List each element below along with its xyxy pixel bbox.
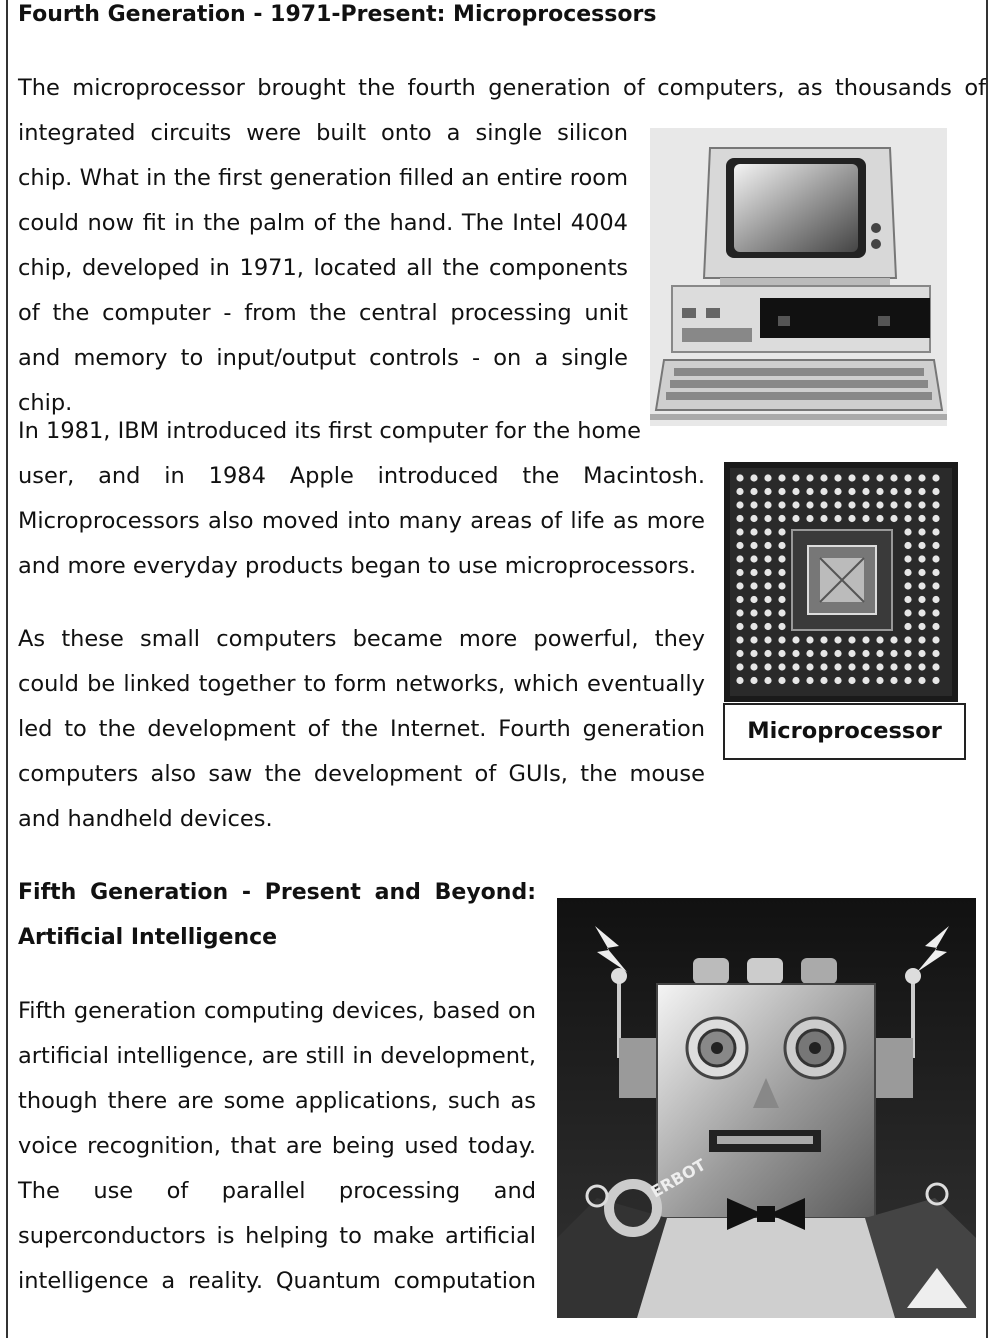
robot-illustration-icon bbox=[557, 898, 976, 1318]
fourth-gen-p3: As these small computers became more powerful, they could be linked together to form networks, which eventually led to the development of the Internet. Fourth generation computers also saw the development of GUIs, the mouse and handheld devices. bbox=[18, 626, 705, 832]
chip-pin bbox=[932, 488, 939, 495]
chip-pin bbox=[904, 501, 911, 508]
chip-pin bbox=[876, 501, 883, 508]
chip-pin bbox=[918, 542, 925, 549]
chip-pin bbox=[750, 650, 757, 657]
chip-pin bbox=[862, 515, 869, 522]
chip-pin bbox=[750, 555, 757, 562]
chip-pin bbox=[932, 650, 939, 657]
chip-pin bbox=[764, 582, 771, 589]
chip-pin bbox=[918, 677, 925, 684]
chip-pin bbox=[750, 623, 757, 630]
chip-pin bbox=[736, 542, 743, 549]
fifth-gen-p1: Fifth generation computing devices, based on artificial intelligence, are still in development, though there are some applications, such as voice recognition, that are being used today. The use of parallel processing and superconductors is helping to make artificial intelligence a reality. Quantum computation bbox=[18, 998, 536, 1294]
fourth-gen-p2-rest: user, and in 1984 Apple introduced the Macintosh. Microprocessors also moved into many areas of life as more and more everyday products began to use microprocessors. bbox=[18, 463, 705, 579]
fourth-gen-p1-line1: The microprocessor brought the fourth generation of computers, as thousands of bbox=[18, 75, 986, 101]
chip-pin bbox=[932, 542, 939, 549]
chip-pin bbox=[764, 636, 771, 643]
chip-pin bbox=[848, 650, 855, 657]
chip-pin bbox=[778, 609, 785, 616]
chip-pin bbox=[764, 677, 771, 684]
chip-pin bbox=[918, 596, 925, 603]
chip-pin bbox=[862, 501, 869, 508]
chip-pin bbox=[862, 650, 869, 657]
chip-pin bbox=[792, 474, 799, 481]
chip-pin bbox=[834, 501, 841, 508]
chip-pin bbox=[736, 650, 743, 657]
chip-pin bbox=[764, 488, 771, 495]
robot-logo-text: ERBOT bbox=[647, 1155, 709, 1202]
chip-pin bbox=[778, 663, 785, 670]
fifth-gen-heading-line1: Fifth Generation - Present and Beyond: bbox=[18, 880, 536, 905]
chip-pin bbox=[876, 636, 883, 643]
chip-pin bbox=[764, 569, 771, 576]
fourth-gen-p2-line1: In 1981, IBM introduced its first computer for the home bbox=[18, 418, 641, 444]
chip-pin bbox=[778, 636, 785, 643]
chip-pin bbox=[918, 582, 925, 589]
chip-pin bbox=[890, 474, 897, 481]
chip-pin bbox=[820, 650, 827, 657]
chip-pin bbox=[876, 474, 883, 481]
chip-pin bbox=[778, 528, 785, 535]
chip-pin bbox=[806, 663, 813, 670]
chip-pin bbox=[764, 515, 771, 522]
chip-pin bbox=[890, 636, 897, 643]
chip-pin bbox=[764, 542, 771, 549]
chip-pin bbox=[750, 569, 757, 576]
chip-pin bbox=[750, 488, 757, 495]
chip-pin bbox=[876, 650, 883, 657]
chip-pin bbox=[820, 488, 827, 495]
fourth-gen-p1-rest: integrated circuits were built onto a single silicon chip. What in the first generation filled an entire room could now fit in the palm of the hand. The Intel 4004 chip, developed in 1971, located all the components of the computer - from the central processing unit and memory to input/output controls - on a single chip. bbox=[18, 120, 628, 416]
chip-pin bbox=[806, 501, 813, 508]
chip-pin bbox=[764, 609, 771, 616]
chip-pin bbox=[778, 677, 785, 684]
chip-pin bbox=[750, 474, 757, 481]
fifth-gen-heading-line2: Artificial Intelligence bbox=[18, 925, 278, 950]
chip-pin bbox=[834, 488, 841, 495]
chip-pin bbox=[904, 636, 911, 643]
chip-pin bbox=[806, 677, 813, 684]
chip-pin bbox=[890, 677, 897, 684]
chip-pin bbox=[904, 677, 911, 684]
chip-pin bbox=[862, 663, 869, 670]
chip-pin bbox=[778, 542, 785, 549]
chip-pin bbox=[932, 636, 939, 643]
chip-pin bbox=[904, 609, 911, 616]
chip-pin bbox=[918, 555, 925, 562]
chip-pin bbox=[820, 515, 827, 522]
chip-pin bbox=[904, 555, 911, 562]
chip-pin bbox=[848, 677, 855, 684]
chip-pin bbox=[932, 501, 939, 508]
chip-pin bbox=[904, 663, 911, 670]
chip-pin bbox=[750, 515, 757, 522]
chip-pin bbox=[764, 596, 771, 603]
chip-pin bbox=[932, 528, 939, 535]
chip-pin bbox=[918, 501, 925, 508]
chip-pin bbox=[820, 677, 827, 684]
chip-pin bbox=[750, 582, 757, 589]
chip-pin bbox=[890, 663, 897, 670]
chip-pin bbox=[848, 663, 855, 670]
chip-pin bbox=[904, 528, 911, 535]
chip-pin bbox=[806, 650, 813, 657]
chip-pin bbox=[778, 582, 785, 589]
chip-pin bbox=[792, 677, 799, 684]
chip-pin bbox=[904, 474, 911, 481]
chip-pin bbox=[862, 488, 869, 495]
chip-pin bbox=[876, 663, 883, 670]
chip-pin bbox=[750, 528, 757, 535]
chip-pin bbox=[932, 623, 939, 630]
chip-pin bbox=[904, 650, 911, 657]
chip-pin bbox=[904, 582, 911, 589]
chip-pin bbox=[932, 596, 939, 603]
chip-pin bbox=[750, 636, 757, 643]
chip-pin bbox=[806, 515, 813, 522]
chip-pin bbox=[876, 488, 883, 495]
chip-pin bbox=[862, 636, 869, 643]
chip-pin bbox=[932, 582, 939, 589]
chip-pin bbox=[918, 650, 925, 657]
chip-pin bbox=[750, 663, 757, 670]
chip-pin bbox=[890, 488, 897, 495]
chip-pin bbox=[778, 555, 785, 562]
chip-pin bbox=[736, 528, 743, 535]
chip-pin bbox=[932, 515, 939, 522]
chip-pin bbox=[918, 488, 925, 495]
vintage-pc-icon bbox=[650, 128, 947, 426]
chip-pin bbox=[792, 515, 799, 522]
chip-pin bbox=[736, 677, 743, 684]
chip-pin bbox=[820, 474, 827, 481]
chip-pin bbox=[932, 569, 939, 576]
chip-pin bbox=[834, 474, 841, 481]
chip-pin bbox=[764, 555, 771, 562]
chip-pin bbox=[792, 488, 799, 495]
chip-pin bbox=[848, 515, 855, 522]
chip-pin bbox=[736, 596, 743, 603]
chip-pin bbox=[778, 596, 785, 603]
chip-pin bbox=[820, 663, 827, 670]
chip-pin bbox=[820, 501, 827, 508]
chip-pin bbox=[890, 650, 897, 657]
chip-pin bbox=[764, 663, 771, 670]
chip-pin bbox=[778, 569, 785, 576]
chip-pin bbox=[792, 501, 799, 508]
chip-pin bbox=[778, 501, 785, 508]
chip-pin bbox=[736, 636, 743, 643]
chip-pin bbox=[764, 501, 771, 508]
chip-pin bbox=[834, 636, 841, 643]
chip-pin bbox=[904, 596, 911, 603]
chip-pin bbox=[904, 569, 911, 576]
chip-pin bbox=[918, 609, 925, 616]
chip-pin bbox=[932, 474, 939, 481]
chip-pin bbox=[918, 528, 925, 535]
chip-pin bbox=[750, 609, 757, 616]
chip-pin bbox=[764, 650, 771, 657]
chip-pin bbox=[736, 609, 743, 616]
chip-pin bbox=[736, 623, 743, 630]
chip-pin bbox=[736, 474, 743, 481]
chip-pin bbox=[736, 488, 743, 495]
chip-pin bbox=[904, 515, 911, 522]
chip-pin bbox=[806, 636, 813, 643]
chip-pin bbox=[848, 474, 855, 481]
vintage-computer-image bbox=[650, 128, 947, 426]
chip-pin bbox=[750, 501, 757, 508]
chip-pin bbox=[764, 474, 771, 481]
chip-pin bbox=[736, 569, 743, 576]
chip-pin bbox=[736, 515, 743, 522]
chip-pin bbox=[764, 623, 771, 630]
chip-pin bbox=[932, 663, 939, 670]
chip-pin bbox=[918, 663, 925, 670]
chip-pin bbox=[876, 677, 883, 684]
chip-pin bbox=[848, 501, 855, 508]
chip-pin bbox=[778, 474, 785, 481]
chip-pin bbox=[904, 542, 911, 549]
chip-pin bbox=[918, 636, 925, 643]
chip-pin bbox=[792, 650, 799, 657]
chip-pin bbox=[792, 663, 799, 670]
chip-pin bbox=[918, 623, 925, 630]
chip-pin bbox=[750, 677, 757, 684]
chip-pin bbox=[862, 677, 869, 684]
chip-pin bbox=[778, 623, 785, 630]
robot-image bbox=[557, 898, 976, 1318]
chip-pin bbox=[918, 569, 925, 576]
chip-pin bbox=[736, 555, 743, 562]
microprocessor-chip-icon bbox=[724, 462, 958, 702]
chip-pin bbox=[750, 596, 757, 603]
chip-pin bbox=[736, 663, 743, 670]
chip-pin bbox=[778, 488, 785, 495]
chip-pin bbox=[904, 488, 911, 495]
chip-pin bbox=[834, 677, 841, 684]
chip-pin bbox=[862, 474, 869, 481]
chip-pin bbox=[820, 636, 827, 643]
chip-pin bbox=[890, 501, 897, 508]
chip-pin bbox=[806, 488, 813, 495]
chip-pin bbox=[792, 636, 799, 643]
chip-pin bbox=[848, 636, 855, 643]
chip-pin bbox=[778, 515, 785, 522]
chip-pin bbox=[918, 474, 925, 481]
microprocessor-caption: Microprocessor bbox=[723, 703, 966, 760]
chip-pin bbox=[932, 609, 939, 616]
chip-pin bbox=[736, 501, 743, 508]
chip-pin bbox=[918, 515, 925, 522]
chip-pin bbox=[890, 515, 897, 522]
chip-pin bbox=[778, 650, 785, 657]
chip-pin bbox=[750, 542, 757, 549]
chip-pin bbox=[904, 623, 911, 630]
chip-pin bbox=[834, 650, 841, 657]
microprocessor-image bbox=[724, 462, 958, 702]
chip-pin bbox=[764, 528, 771, 535]
chip-pin bbox=[736, 582, 743, 589]
chip-pin bbox=[876, 515, 883, 522]
fourth-gen-heading: Fourth Generation - 1971-Present: Microprocessors bbox=[18, 2, 657, 27]
chip-pin bbox=[806, 474, 813, 481]
chip-pin bbox=[834, 515, 841, 522]
chip-pin bbox=[932, 677, 939, 684]
chip-pin bbox=[848, 488, 855, 495]
chip-pin bbox=[932, 555, 939, 562]
chip-pin bbox=[834, 663, 841, 670]
